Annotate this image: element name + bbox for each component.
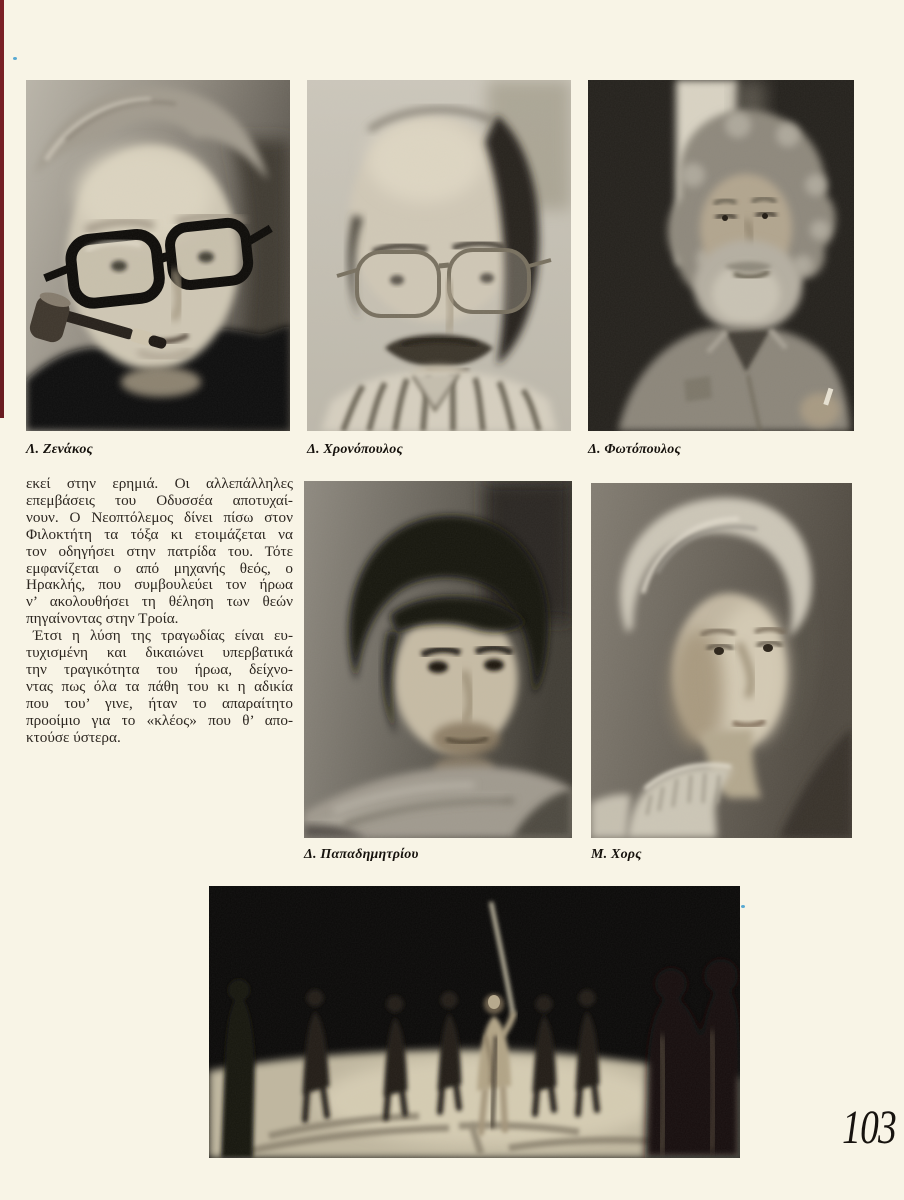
text-line: την τραγικότητα του ήρωα, δείχνο- [26, 660, 293, 678]
photo-caption-fotopoulos: Δ. Φωτόπουλος [588, 442, 681, 457]
text-line: τυχισμένη και δικαιώνει υπερβατικά [26, 644, 293, 662]
text-line: πηγαίνοντας στην Τροία. [26, 610, 179, 628]
photo-caption-chors: Μ. Χορς [591, 847, 642, 862]
text-line: νουν. Ο Νεοπτόλεμος δίνει πίσω στον [26, 508, 293, 526]
text-line: που του’ γινε, ήταν το απαραίτητο [26, 694, 293, 712]
scan-spine-mark [0, 0, 4, 418]
text-line: επεμβάσεις του Οδυσσέα αποτυχαί- [26, 491, 293, 509]
text-line: Έτσι η λύση της τραγωδίας είναι ευ- [33, 627, 293, 645]
scan-speck [13, 57, 17, 60]
text-line: ν’ ακολουθήσει τη θέληση των θεών [26, 593, 293, 611]
text-line: κτούσε ύστερα. [26, 728, 121, 746]
text-line: προοίμιο για το «κλέος» που θ’ απο- [26, 711, 293, 729]
text-line: Φιλοκτήτη τα τόξα κι ετοιμάζεται να [26, 525, 293, 543]
photo-caption-zenakos: Λ. Ζενάκος [26, 442, 93, 457]
text-line: ντας πως όλα τα πάθη του κι η αδικία [26, 677, 293, 695]
text-line: εκεί στην ερημιά. Οι αλλεπάλληλες [26, 475, 293, 492]
text-line: Ηρακλής, που συμβουλεύει τον ήρωα [26, 576, 293, 594]
photo-fotopoulos [588, 80, 854, 431]
scan-speck [741, 905, 745, 908]
photo-caption-chronopoulos: Δ. Χρονόπουλος [307, 442, 403, 457]
text-line: εμφανίζεται ο από μηχανής θεός, ο [26, 559, 293, 577]
article-text-column [26, 476, 293, 747]
photo-papadimitriou [304, 481, 572, 838]
photo-zenakos [26, 80, 290, 431]
page-number: 103 [842, 1101, 896, 1154]
photo-chronopoulos [307, 80, 571, 431]
text-line: τον οδηγήσει στην πατρίδα του. Τότε [26, 542, 293, 560]
photo-stage-scene [209, 886, 740, 1158]
photo-caption-papadimitriou: Δ. Παπαδημητρίου [304, 847, 419, 862]
photo-chors [591, 483, 852, 838]
